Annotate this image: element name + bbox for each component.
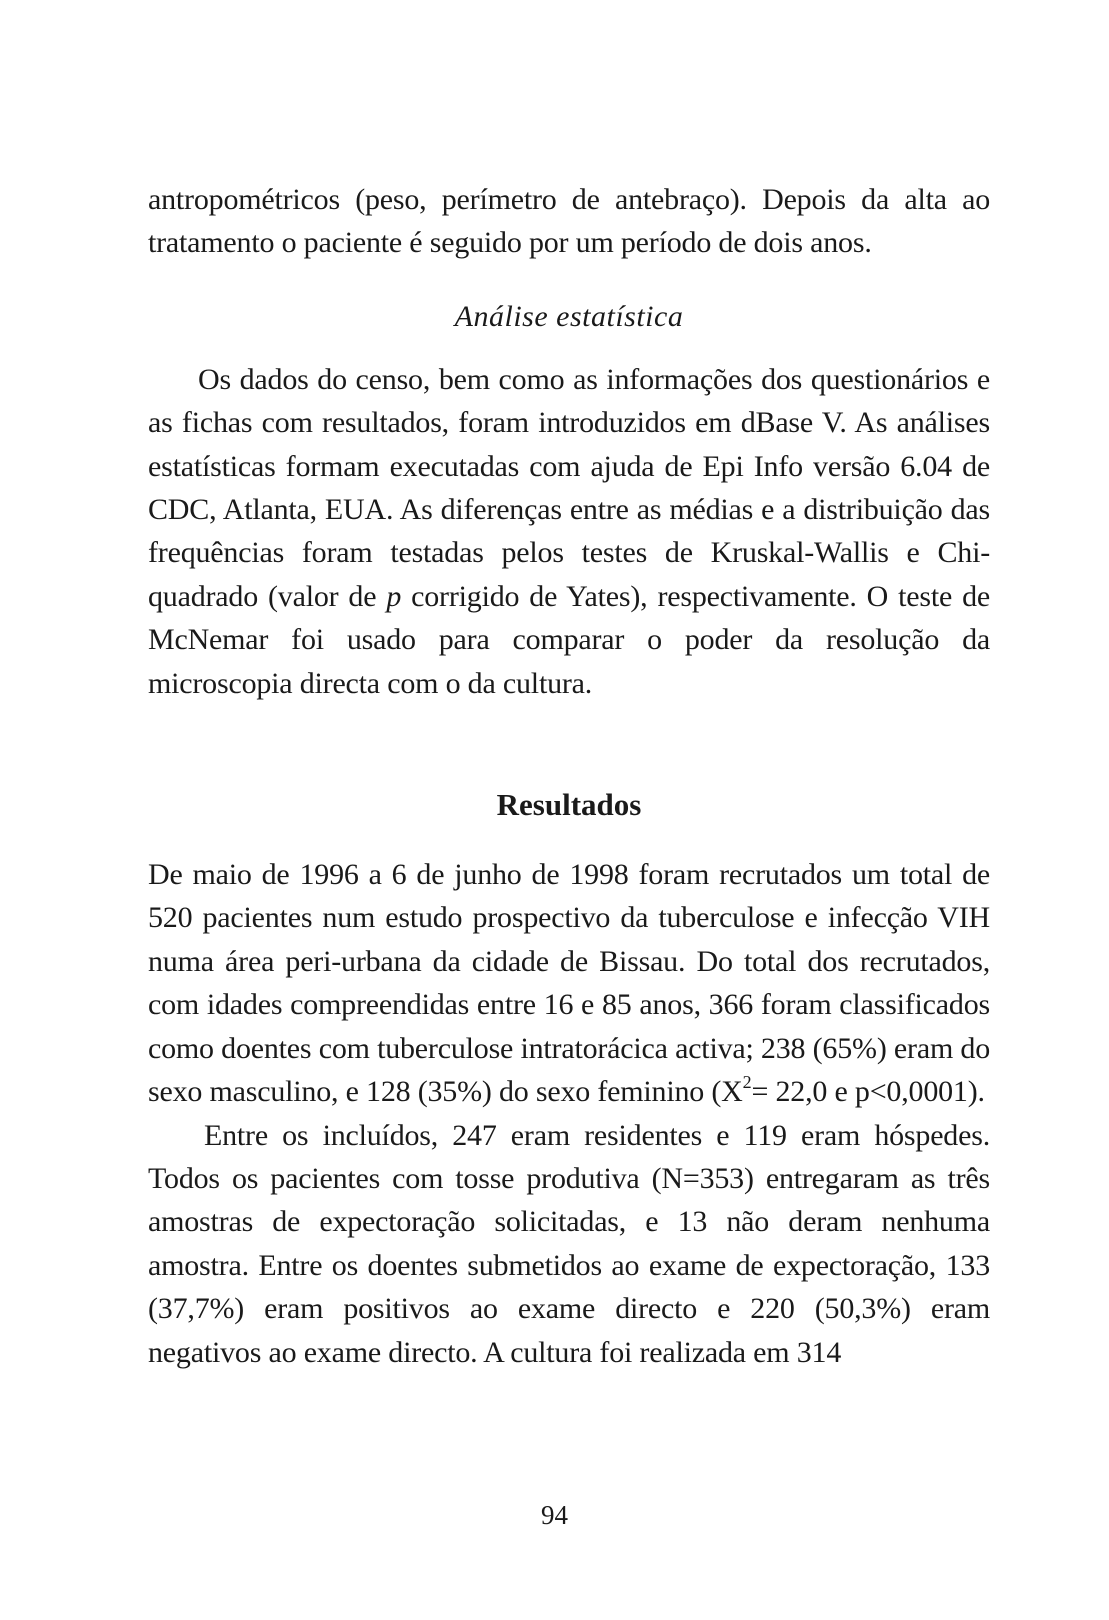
results-paragraph-1 xyxy=(148,853,990,1113)
document-page xyxy=(148,178,990,1374)
p-value-symbol: p xyxy=(386,579,402,613)
chi-square-superscript: 2 xyxy=(742,1072,752,1093)
results-paragraph-2: Entre os incluídos, 247 eram residentes e 119 eram hóspedes. Todos os pacientes com tosse produtiva (N=353) entregaram as três amostras de expectoração solicitadas, e 13 não deram nenhuma amostra. Entre os doentes submetidos ao exame de expectoração, 133 (37,7%) eram positivos ao exame directo e 220 (50,3%) eram negativos ao exame directo. A cultura foi realizada em 314 xyxy=(148,1118,990,1369)
results-heading: Resultados xyxy=(496,787,642,823)
results-text-part-2: = 22,0 e p<0,0001). xyxy=(751,1075,985,1109)
results-text-part-1: De maio de 1996 a 6 de junho de 1998 foram recrutados um total de 520 pacientes num estudo prospectivo da tuberculose e infecção VIH numa área peri-urbana da cidade de Bissau. Do total dos recrutados, com idades compreendidas entre 16 e 85 anos, 366 foram classificados como doentes com tuberculose intratorácica activa; 238 (65%) eram do sexo masculino, e 128 (35%) do sexo feminino (X xyxy=(148,858,990,1109)
analysis-text-part-1: Os dados do censo, bem como as informações dos questionários e as fichas com resultados, foram introduzidos em dBase V. As análises estatísticas formam executadas com ajuda de Epi Info versão 6.04 de CDC, Atlanta, EUA. As diferenças entre as médias e a distribuição das frequências foram testadas pelos testes de Kruskal-Wallis e Chi-quadrado (valor de xyxy=(148,362,990,613)
analysis-subheading: Análise estatística xyxy=(454,299,684,333)
page-number: 94 xyxy=(541,1500,568,1530)
intro-paragraph: antropométricos (peso, perímetro de antebraço). Depois da alta ao tratamento o paciente é seguido por um período de dois anos. xyxy=(148,183,990,260)
analysis-paragraph xyxy=(148,358,990,705)
analysis-text-part-2: corrigido de Yates), respectivamente. O teste de McNemar foi usado para comparar o poder da resolução da microscopia directa com o da cultura. xyxy=(148,579,990,700)
